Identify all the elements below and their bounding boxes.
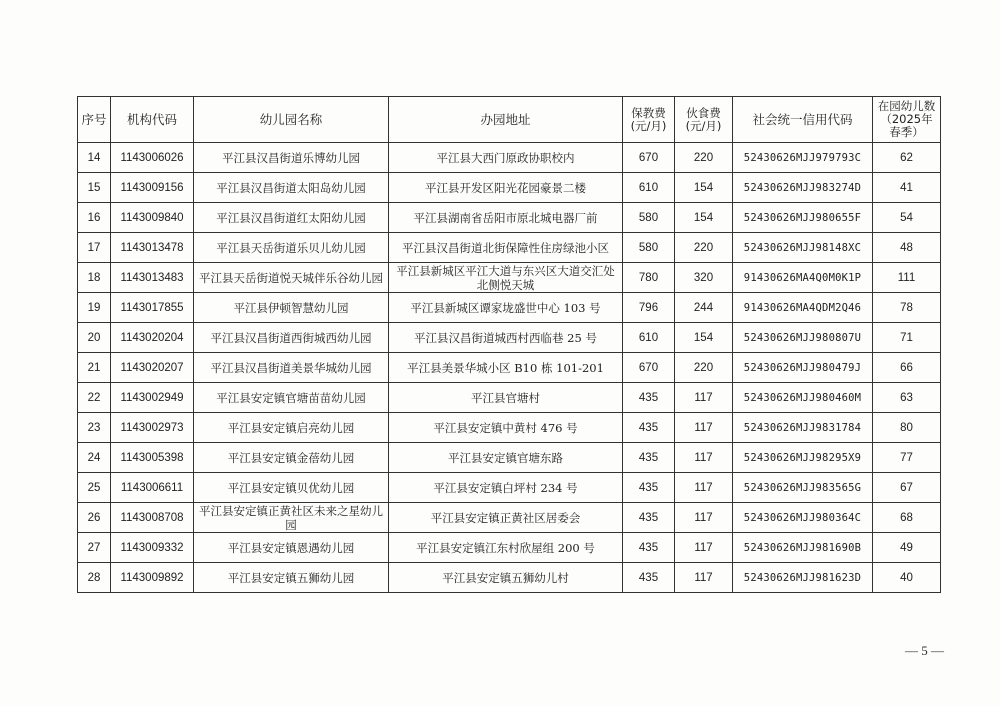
cell-name: 平江县天岳街道乐贝儿幼儿园 bbox=[194, 233, 389, 263]
cell-credit: 52430626MJJ981623D bbox=[733, 563, 873, 593]
cell-meal: 117 bbox=[675, 533, 733, 563]
cell-tuition: 435 bbox=[623, 473, 675, 503]
cell-address: 平江县新城区平江大道与东兴区大道交汇处北侧悦天城 bbox=[389, 263, 623, 293]
cell-credit: 52430626MJJ980460M bbox=[733, 383, 873, 413]
cell-tuition: 435 bbox=[623, 533, 675, 563]
cell-seq: 24 bbox=[78, 443, 111, 473]
page-number: — 5 — bbox=[905, 643, 944, 658]
cell-address: 平江县汉昌街道城西村西临巷 25 号 bbox=[389, 323, 623, 353]
cell-meal: 244 bbox=[675, 293, 733, 323]
cell-kids: 49 bbox=[873, 533, 941, 563]
cell-code: 1143006611 bbox=[111, 473, 194, 503]
cell-meal: 117 bbox=[675, 473, 733, 503]
cell-kids: 111 bbox=[873, 263, 941, 293]
table-row bbox=[78, 323, 941, 353]
cell-credit: 52430626MJJ979793C bbox=[733, 143, 873, 173]
header-kids: 在园幼儿数（2025年春季） bbox=[873, 97, 941, 143]
cell-seq: 25 bbox=[78, 473, 111, 503]
cell-seq: 26 bbox=[78, 503, 111, 533]
table-row bbox=[78, 503, 941, 533]
cell-address: 平江县新城区谭家垅盛世中心 103 号 bbox=[389, 293, 623, 323]
cell-meal: 117 bbox=[675, 503, 733, 533]
cell-name: 平江县汉昌街道乐博幼儿园 bbox=[194, 143, 389, 173]
cell-code: 1143009840 bbox=[111, 203, 194, 233]
cell-credit: 91430626MA4Q0M0K1P bbox=[733, 263, 873, 293]
cell-seq: 23 bbox=[78, 413, 111, 443]
cell-seq: 22 bbox=[78, 383, 111, 413]
kindergarten-table bbox=[77, 96, 941, 593]
cell-seq: 14 bbox=[78, 143, 111, 173]
cell-tuition: 610 bbox=[623, 173, 675, 203]
header-meal: 伙食费(元/月) bbox=[675, 97, 733, 143]
cell-kids: 54 bbox=[873, 203, 941, 233]
cell-tuition: 670 bbox=[623, 353, 675, 383]
cell-seq: 18 bbox=[78, 263, 111, 293]
cell-kids: 63 bbox=[873, 383, 941, 413]
cell-code: 1143008708 bbox=[111, 503, 194, 533]
cell-address: 平江县汉昌街道北街保障性住房绿池小区 bbox=[389, 233, 623, 263]
cell-code: 1143009892 bbox=[111, 563, 194, 593]
cell-credit: 52430626MJJ983274D bbox=[733, 173, 873, 203]
table-row bbox=[78, 353, 941, 383]
table-row bbox=[78, 443, 941, 473]
cell-tuition: 780 bbox=[623, 263, 675, 293]
cell-kids: 68 bbox=[873, 503, 941, 533]
table-row bbox=[78, 233, 941, 263]
cell-credit: 52430626MJJ980807U bbox=[733, 323, 873, 353]
header-name: 幼儿园名称 bbox=[194, 97, 389, 143]
cell-tuition: 610 bbox=[623, 323, 675, 353]
cell-kids: 77 bbox=[873, 443, 941, 473]
cell-address: 平江县大西门原政协职校内 bbox=[389, 143, 623, 173]
cell-code: 1143020204 bbox=[111, 323, 194, 353]
cell-code: 1143005398 bbox=[111, 443, 194, 473]
cell-name: 平江县安定镇金蓓幼儿园 bbox=[194, 443, 389, 473]
cell-code: 1143013478 bbox=[111, 233, 194, 263]
cell-credit: 52430626MJJ98295X9 bbox=[733, 443, 873, 473]
cell-seq: 28 bbox=[78, 563, 111, 593]
cell-address: 平江县安定镇五狮幼儿村 bbox=[389, 563, 623, 593]
cell-credit: 52430626MJJ980364C bbox=[733, 503, 873, 533]
header-tuition: 保教费(元/月) bbox=[623, 97, 675, 143]
cell-code: 1143017855 bbox=[111, 293, 194, 323]
cell-address: 平江县安定镇中黄村 476 号 bbox=[389, 413, 623, 443]
cell-meal: 154 bbox=[675, 323, 733, 353]
table-header-row bbox=[78, 97, 941, 143]
table-row bbox=[78, 173, 941, 203]
table-body bbox=[78, 143, 941, 593]
cell-address: 平江县安定镇正黄社区居委会 bbox=[389, 503, 623, 533]
cell-name: 平江县汉昌街道美景华城幼儿园 bbox=[194, 353, 389, 383]
header-credit: 社会统一信用代码 bbox=[733, 97, 873, 143]
table-row bbox=[78, 293, 941, 323]
cell-name: 平江县安定镇正黄社区未来之星幼儿园 bbox=[194, 503, 389, 533]
cell-meal: 117 bbox=[675, 413, 733, 443]
table-row bbox=[78, 413, 941, 443]
cell-credit: 52430626MJJ981690B bbox=[733, 533, 873, 563]
cell-name: 平江县安定镇启亮幼儿园 bbox=[194, 413, 389, 443]
cell-meal: 117 bbox=[675, 383, 733, 413]
cell-meal: 220 bbox=[675, 353, 733, 383]
cell-address: 平江县安定镇白坪村 234 号 bbox=[389, 473, 623, 503]
cell-address: 平江县美景华城小区 B10 栋 101-201 bbox=[389, 353, 623, 383]
cell-address: 平江县安定镇江东村欣屋组 200 号 bbox=[389, 533, 623, 563]
cell-seq: 19 bbox=[78, 293, 111, 323]
cell-code: 1143009156 bbox=[111, 173, 194, 203]
cell-name: 平江县伊顿智慧幼儿园 bbox=[194, 293, 389, 323]
cell-meal: 320 bbox=[675, 263, 733, 293]
cell-credit: 91430626MA4QDM2Q46 bbox=[733, 293, 873, 323]
cell-address: 平江县开发区阳光花园豪景二楼 bbox=[389, 173, 623, 203]
cell-credit: 52430626MJJ983565G bbox=[733, 473, 873, 503]
cell-address: 平江县官塘村 bbox=[389, 383, 623, 413]
cell-meal: 220 bbox=[675, 233, 733, 263]
cell-code: 1143006026 bbox=[111, 143, 194, 173]
cell-seq: 17 bbox=[78, 233, 111, 263]
cell-meal: 220 bbox=[675, 143, 733, 173]
cell-code: 1143020207 bbox=[111, 353, 194, 383]
table-row bbox=[78, 383, 941, 413]
table-row bbox=[78, 143, 941, 173]
cell-seq: 27 bbox=[78, 533, 111, 563]
cell-kids: 41 bbox=[873, 173, 941, 203]
cell-meal: 154 bbox=[675, 203, 733, 233]
cell-meal: 117 bbox=[675, 443, 733, 473]
cell-credit: 52430626MJJ9831784 bbox=[733, 413, 873, 443]
table-row bbox=[78, 263, 941, 293]
cell-code: 1143013483 bbox=[111, 263, 194, 293]
cell-kids: 62 bbox=[873, 143, 941, 173]
cell-credit: 52430626MJJ980479J bbox=[733, 353, 873, 383]
cell-tuition: 796 bbox=[623, 293, 675, 323]
cell-tuition: 435 bbox=[623, 383, 675, 413]
cell-kids: 71 bbox=[873, 323, 941, 353]
table-row bbox=[78, 203, 941, 233]
cell-kids: 80 bbox=[873, 413, 941, 443]
cell-tuition: 435 bbox=[623, 413, 675, 443]
cell-tuition: 435 bbox=[623, 443, 675, 473]
cell-credit: 52430626MJJ98148XC bbox=[733, 233, 873, 263]
table-row bbox=[78, 533, 941, 563]
cell-code: 1143002973 bbox=[111, 413, 194, 443]
cell-kids: 48 bbox=[873, 233, 941, 263]
table-row bbox=[78, 563, 941, 593]
cell-meal: 154 bbox=[675, 173, 733, 203]
cell-code: 1143002949 bbox=[111, 383, 194, 413]
header-code: 机构代码 bbox=[111, 97, 194, 143]
cell-name: 平江县安定镇官塘苗苗幼儿园 bbox=[194, 383, 389, 413]
cell-name: 平江县汉昌街道西街城西幼儿园 bbox=[194, 323, 389, 353]
cell-name: 平江县安定镇贝优幼儿园 bbox=[194, 473, 389, 503]
cell-address: 平江县安定镇官塘东路 bbox=[389, 443, 623, 473]
cell-seq: 21 bbox=[78, 353, 111, 383]
cell-kids: 66 bbox=[873, 353, 941, 383]
cell-kids: 40 bbox=[873, 563, 941, 593]
cell-seq: 20 bbox=[78, 323, 111, 353]
cell-code: 1143009332 bbox=[111, 533, 194, 563]
cell-tuition: 580 bbox=[623, 203, 675, 233]
table-row bbox=[78, 473, 941, 503]
cell-name: 平江县天岳街道悦天城伴乐谷幼儿园 bbox=[194, 263, 389, 293]
cell-tuition: 580 bbox=[623, 233, 675, 263]
cell-name: 平江县汉昌街道红太阳幼儿园 bbox=[194, 203, 389, 233]
cell-meal: 117 bbox=[675, 563, 733, 593]
cell-tuition: 435 bbox=[623, 503, 675, 533]
cell-seq: 16 bbox=[78, 203, 111, 233]
cell-kids: 67 bbox=[873, 473, 941, 503]
cell-credit: 52430626MJJ980655F bbox=[733, 203, 873, 233]
cell-name: 平江县安定镇五狮幼儿园 bbox=[194, 563, 389, 593]
cell-tuition: 435 bbox=[623, 563, 675, 593]
cell-name: 平江县汉昌街道太阳岛幼儿园 bbox=[194, 173, 389, 203]
cell-kids: 78 bbox=[873, 293, 941, 323]
header-address: 办园地址 bbox=[389, 97, 623, 143]
cell-address: 平江县湖南省岳阳市原北城电器厂前 bbox=[389, 203, 623, 233]
cell-seq: 15 bbox=[78, 173, 111, 203]
cell-tuition: 670 bbox=[623, 143, 675, 173]
header-seq: 序号 bbox=[78, 97, 111, 143]
cell-name: 平江县安定镇恩遇幼儿园 bbox=[194, 533, 389, 563]
